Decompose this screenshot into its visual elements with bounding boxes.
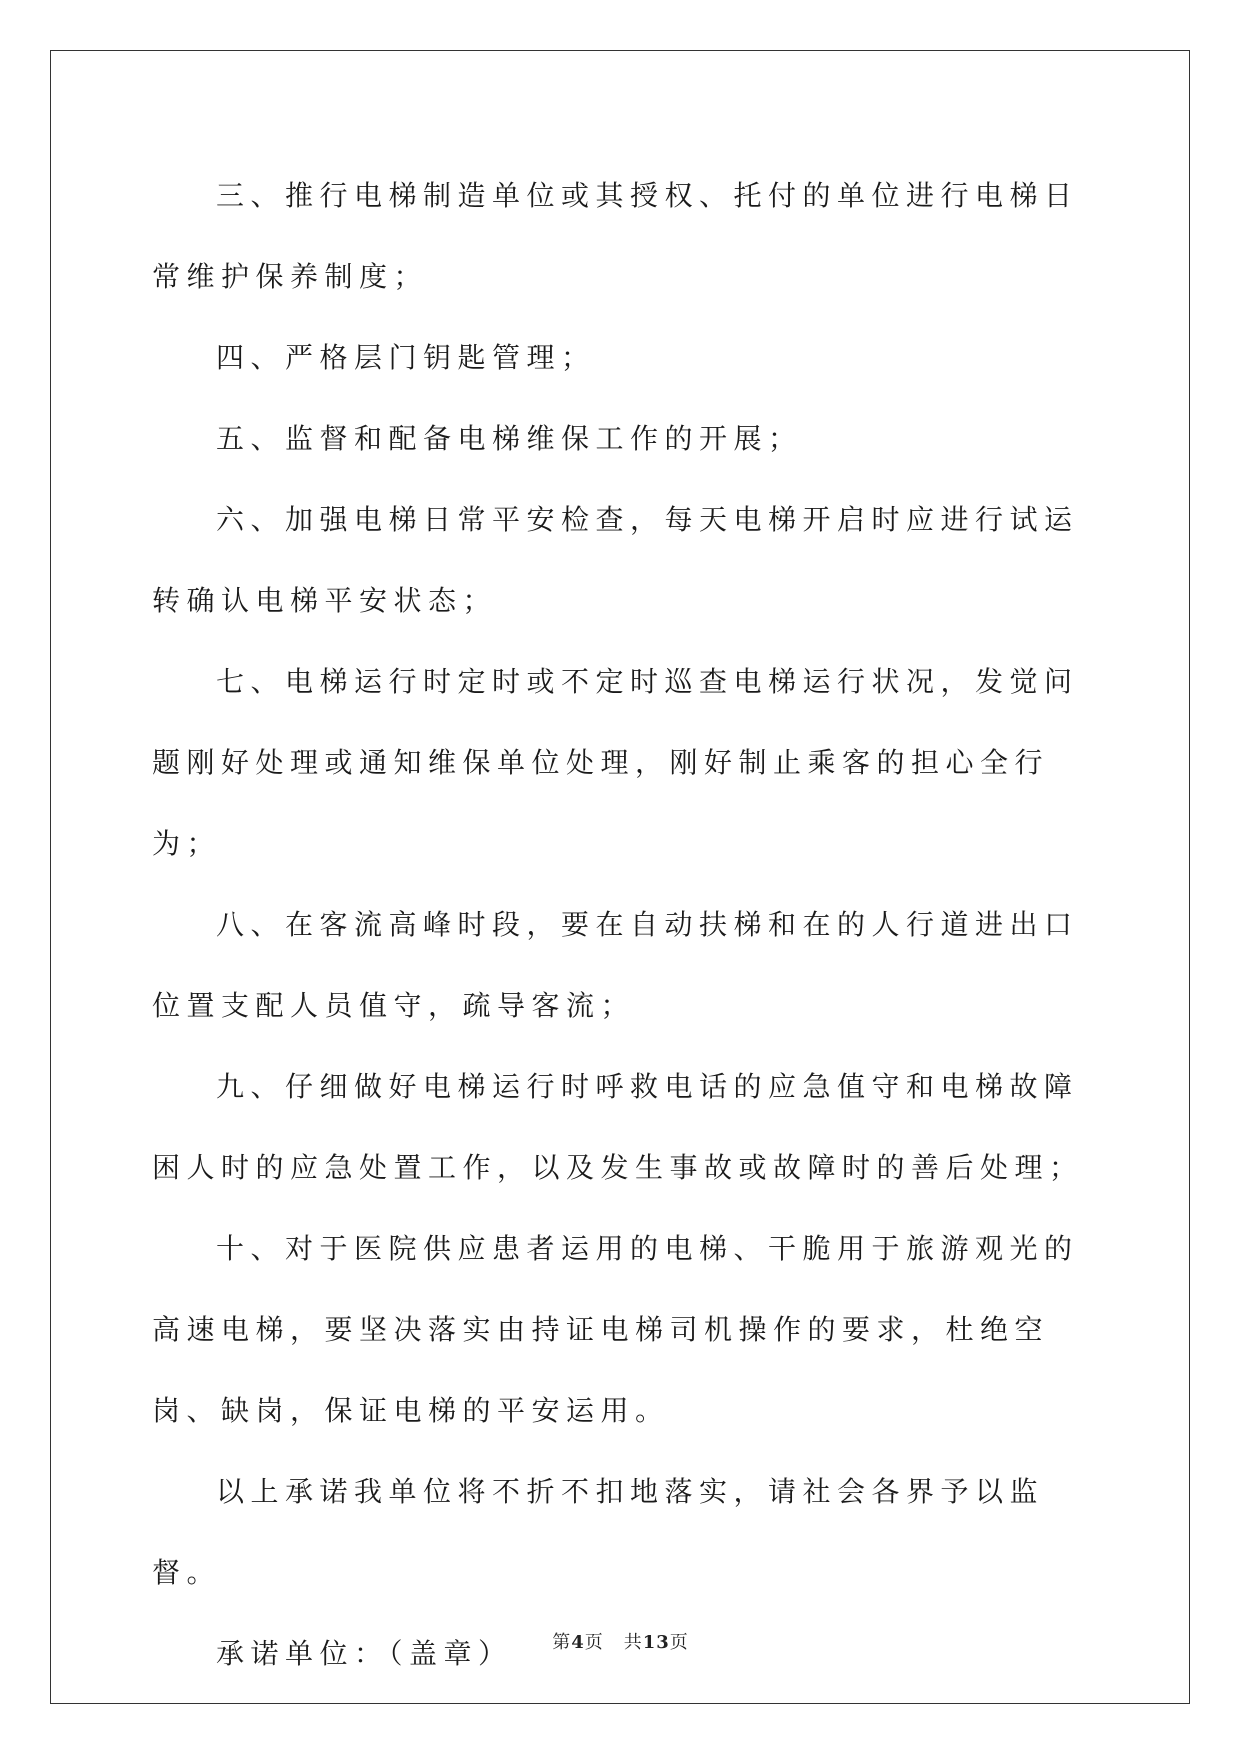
paragraph-7: 七、电梯运行时定时或不定时巡查电梯运行状况，发觉问题刚好处理或通知维保单位处理，刚好制止乘客的担心全行为； xyxy=(152,665,1079,860)
page-prefix: 第 xyxy=(552,1632,572,1653)
page-suffix: 页 xyxy=(584,1632,604,1653)
paragraph-3: 三、推行电梯制造单位或其授权、托付的单位进行电梯日常维护保养制度； xyxy=(152,179,1079,293)
page-total: 13 xyxy=(642,1632,670,1653)
paragraph-10: 十、对于医院供应患者运用的电梯、干脆用于旅游观光的高速电梯，要坚决落实由持证电梯司机操作的要求，杜绝空岗、缺岗，保证电梯的平安运用。 xyxy=(152,1232,1079,1427)
paragraph-6: 六、加强电梯日常平安检查，每天电梯开启时应进行试运转确认电梯平安状态； xyxy=(152,503,1079,617)
closing-statement: 以上承诺我单位将不折不扣地落实，请社会各界予以监督。 xyxy=(152,1475,1045,1589)
paragraph-9: 九、仔细做好电梯运行时呼救电话的应急值守和电梯故障困人时的应急处置工作，以及发生事故或故障时的善后处理； xyxy=(152,1070,1084,1184)
document-body xyxy=(152,155,1092,1694)
paragraph-4: 四、严格层门钥匙管理； xyxy=(216,341,596,374)
paragraph-8: 八、在客流高峰时段，要在自动扶梯和在的人行道进出口位置支配人员值守，疏导客流； xyxy=(152,908,1079,1022)
signature-line: 承诺单位：（盖章） xyxy=(216,1637,513,1670)
total-suffix: 页 xyxy=(669,1632,689,1653)
paragraph-5: 五、监督和配备电梯维保工作的开展； xyxy=(216,422,803,455)
page-footer xyxy=(0,1628,1241,1654)
page-current: 4 xyxy=(571,1632,585,1653)
total-prefix: 共 xyxy=(623,1632,643,1653)
